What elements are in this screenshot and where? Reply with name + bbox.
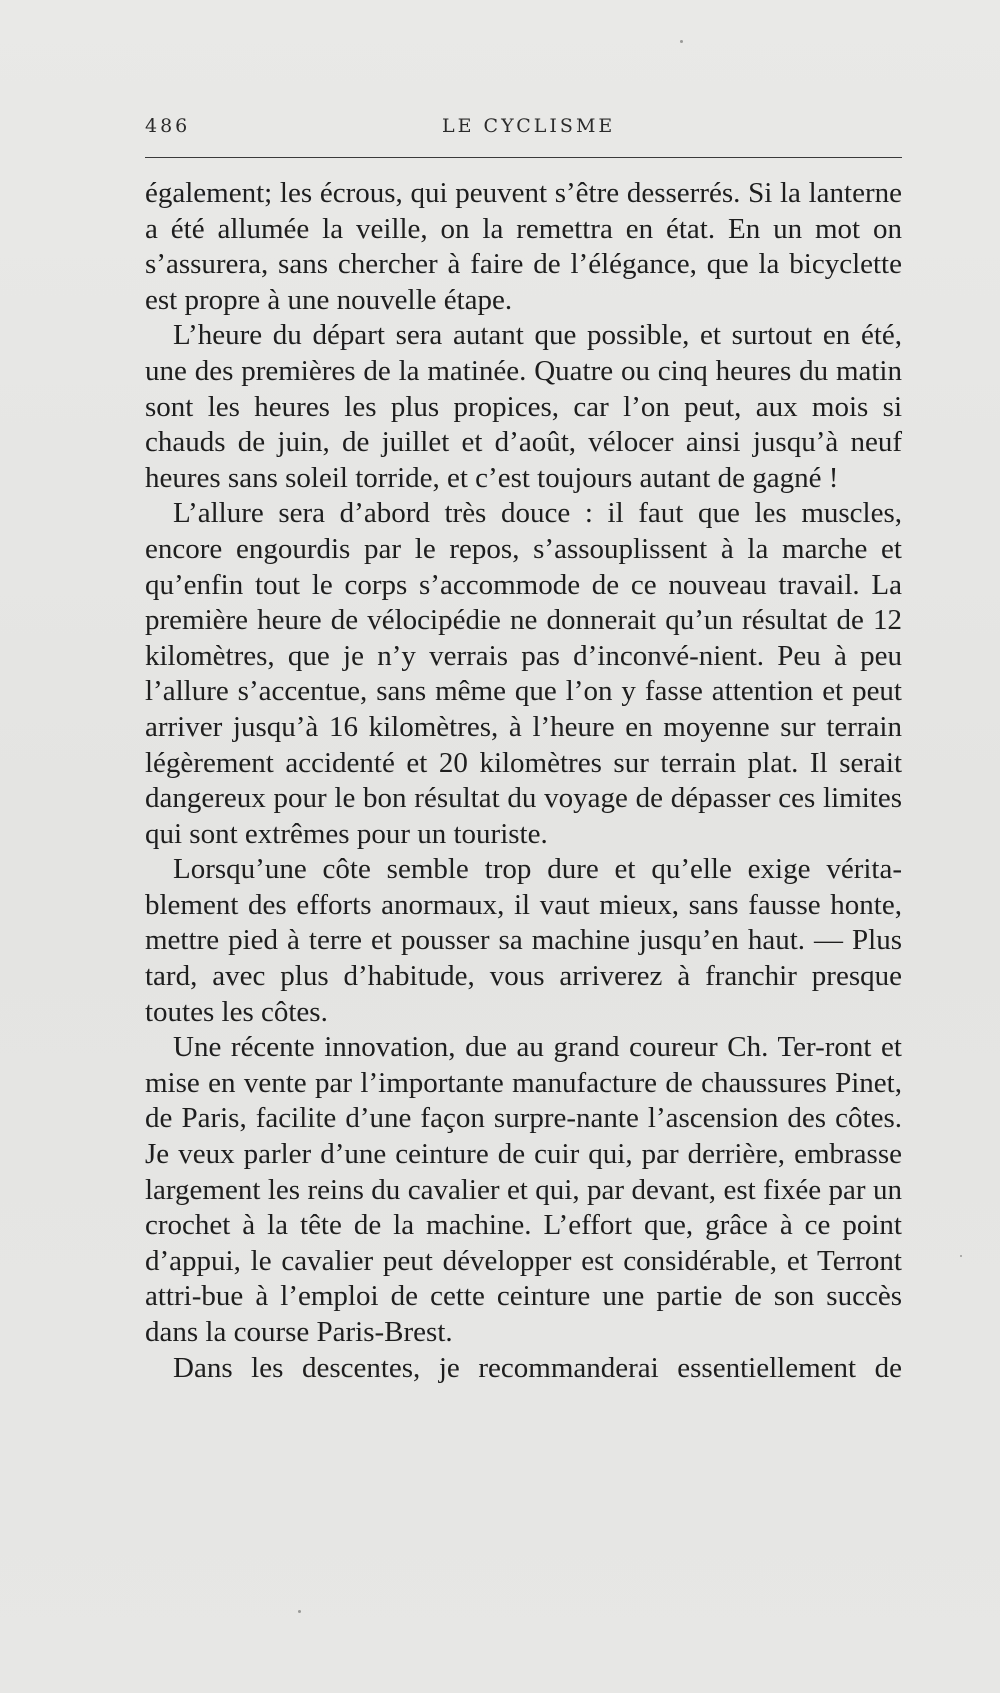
paragraph: également; les écrous, qui peuvent s’être desserrés. Si la lanterne a été allumée la veille, on la remettra en état. En un mot on s’assurera, sans chercher à faire de l’élégance, que la bicyclette est propre à une nouvelle étape.	[145, 177, 902, 316]
paragraph: Dans les descentes, je recommanderai essentiellement de	[173, 1351, 902, 1384]
body-text	[145, 176, 902, 1386]
paragraph: L’heure du départ sera autant que possible, et surtout en été, une des premières de la matinée. Quatre ou cinq heures du matin sont les heures les plus propices, car l’on peut, aux mois si chauds de juin, de juillet et d’août, vélocer ainsi jusqu’à neuf heures sans soleil torride, et c’est toujours autant de gagné !	[145, 319, 902, 494]
paper-speck	[960, 1255, 962, 1257]
paragraph: Lorsqu’une côte semble trop dure et qu’elle exige vérita-blement des efforts anormaux, il vaut mieux, sans fausse honte, mettre pied à terre et pousser sa machine jusqu’en haut. — Plus tard, avec plus d’habitude, vous arriverez à franchir presque toutes les côtes.	[145, 853, 902, 1028]
paragraph: Une récente innovation, due au grand coureur Ch. Ter-ront et mise en vente par l’importante manufacture de chaussures Pinet, de Paris, facilite d’une façon surpre-nante l’ascension des côtes. Je veux parler d’une ceinture de cuir qui, par derrière, embrasse largement les reins du cavalier et qui, par devant, est fixée par un crochet à la tête de la machine. L’effort que, grâce à ce point d’appui, le cavalier peut développer est considérable, et Terront attri-bue à l’emploi de cette ceinture une partie de son succès dans la course Paris-Brest.	[145, 1031, 902, 1348]
page-number: 486	[145, 115, 191, 137]
running-title: LE CYCLISME	[442, 115, 616, 137]
header-rule	[145, 157, 902, 158]
paper-speck	[680, 40, 683, 43]
paper-speck	[298, 1610, 301, 1613]
paragraph: L’allure sera d’abord très douce : il faut que les muscles, encore engourdis par le repos, s’assouplissent à la marche et qu’enfin tout le corps s’accommode de ce nouveau travail. La première heure de vélocipédie ne donnerait qu’un résultat de 12 kilomètres, que je n’y verrais pas d’inconvé-nient. Peu à peu l’allure s’accentue, sans même que l’on y fasse attention et peut arriver jusqu’à 16 kilomètres, à l’heure en moyenne sur terrain légèrement accidenté et 20 kilomètres sur terrain plat. Il serait dangereux pour le bon résultat du voyage de dépasser ces limites qui sont extrêmes pour un touriste.	[145, 497, 902, 850]
running-head	[145, 115, 902, 145]
